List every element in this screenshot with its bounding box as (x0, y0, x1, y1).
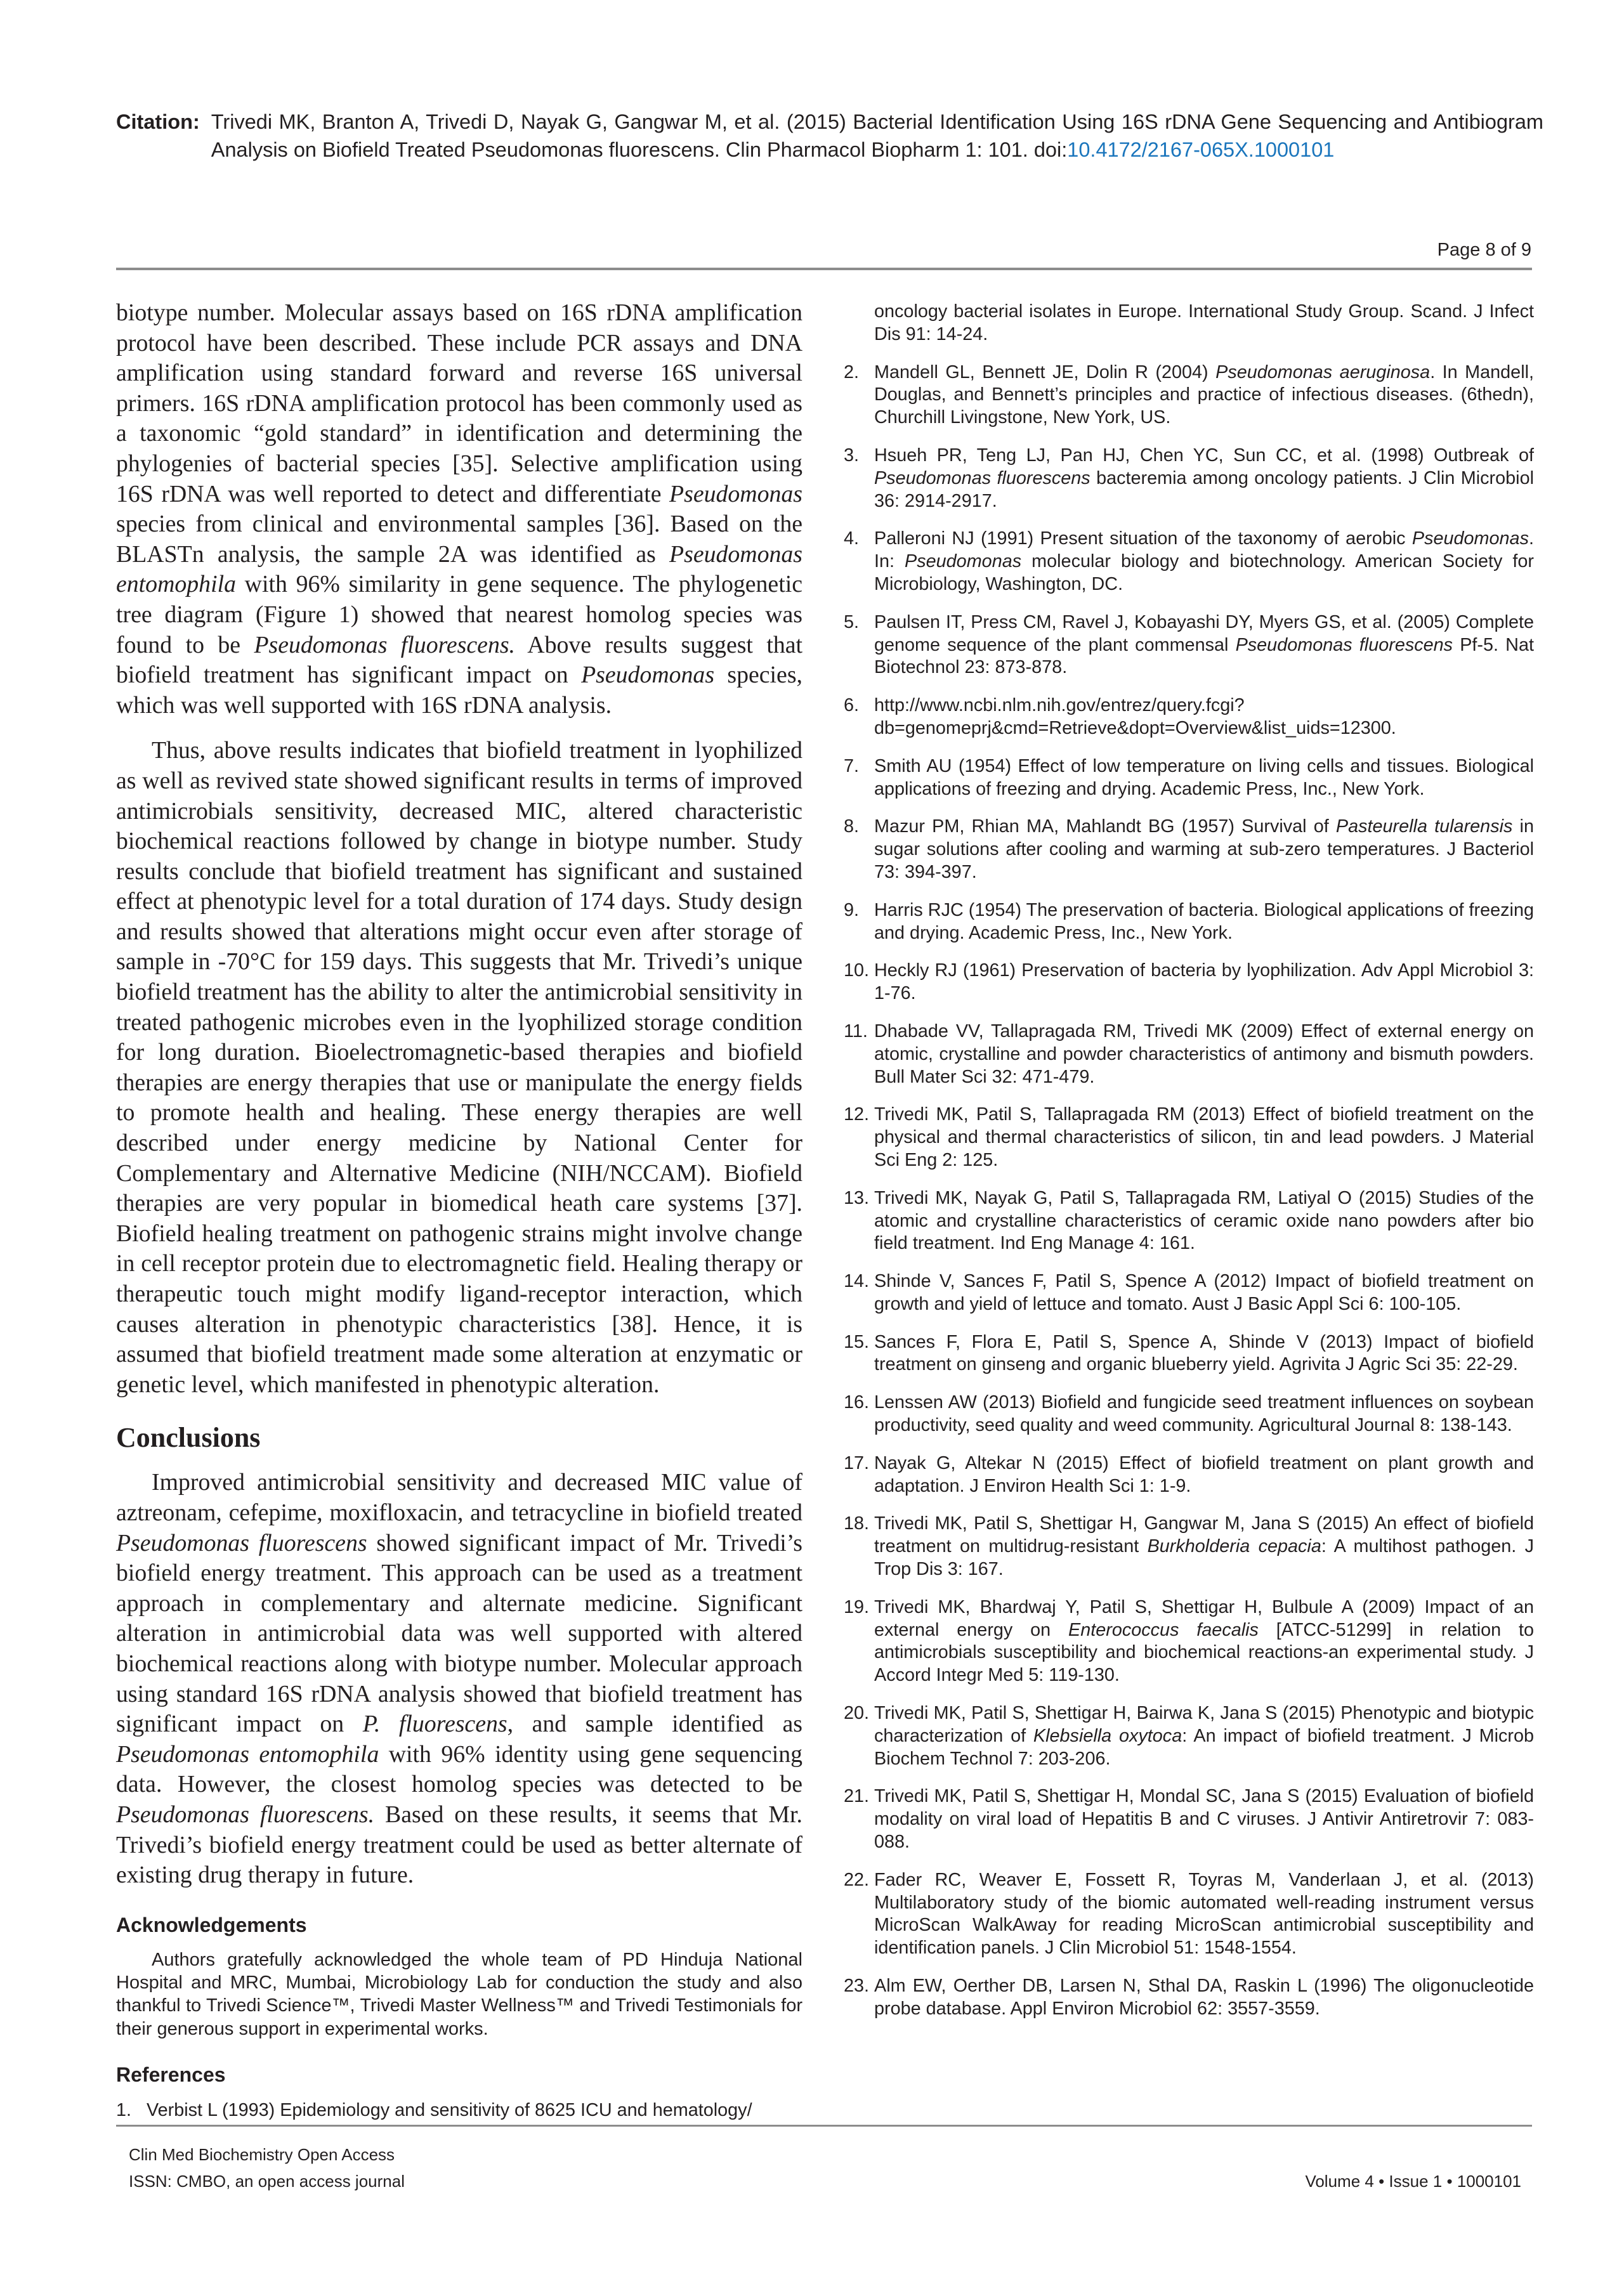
reference-number: 23. (844, 1976, 870, 1997)
reference-continuation: oncology bacterial isolates in Europe. International Study Group. Scand. J Infect Dis 91: 14-24. (874, 301, 1534, 344)
reference-list (844, 362, 1534, 2021)
reference-item (844, 960, 1534, 1005)
citation-body: Trivedi MK, Branton A, Trivedi D, Nayak G, Gangwar M, et al. (2015) Bacterial Identification Using 16S rDNA Gene Sequencing and Antibiogram Analysis on Biofield Treated Pseudomonas fluorescens. Clin Pharmacol Biopharm 1: 101. doi: (211, 110, 1543, 161)
reference-item (844, 899, 1534, 945)
reference-number: 1. (116, 2099, 132, 2120)
reference-text: Fader RC, Weaver E, Fossett R, Toyras M, Vanderlaan J, et al. (2013) Multilaboratory study of the biomic automated well-reading instrument versus MicroScan WalkAway for reading MicroScan antimicrobial susceptibility and identification panels. J Clin Microbiol 51: 1548-1554. (874, 1869, 1534, 1959)
footer-journal: Clin Med Biochemistry Open Access (129, 2145, 395, 2164)
right-column (844, 301, 1534, 2036)
reference-item (844, 816, 1534, 884)
reference-number: 14. (844, 1271, 870, 1292)
footer-volume: Volume 4 • Issue 1 • 1000101 (1305, 2172, 1521, 2191)
citation (116, 108, 1543, 164)
reference-text: Sances F, Flora E, Patil S, Spence A, Shinde V (2013) Impact of biofield treatment on ginseng and organic blueberry yield. Agrivita J Agric Sci 35: 22-29. (874, 1331, 1534, 1375)
citation-text (211, 108, 1543, 164)
reference-text: Verbist L (1993) Epidemiology and sensitivity of 8625 ICU and hematology/ (147, 2099, 752, 2120)
reference-number: 8. (844, 816, 860, 837)
body-paragraph-2: Thus, above results indicates that biofield treatment in lyophilized as well as revived state showed significant results in terms of improved antimicrobials sensitivity, decreased MIC, altered characteristic biochemical reactions followed by change in biotype number. Study results conclude that biofield treatment has significant and sustained effect at phenotypic level for a total duration of 174 days. Study design and results showed that alterations might occur even after storage of sample in -70°C for 159 days. This suggests that Mr. Trivedi’s unique biofield treatment has the ability to alter the antimicrobial sensitivity in treated pathogenic microbes even in the lyophilized storage condition for long duration. Bioelectromagnetic-based therapies and biofield therapies are energy therapies that use or manipulate the energy fields to promote health and healing. These energy therapies are well described under energy medicine by National Center for Complementary and Alternative Medicine (NIH/NCCAM). Biofield therapies are very popular in biomedical heath care systems [37]. Biofield healing treatment on pathogenic strains might involve change in cell receptor protein due to electromagnetic field. Healing therapy or therapeutic touch might modify ligand-receptor interaction, which causes alteration in phenotypic characteristics [38]. Hence, it is assumed that biofield treatment made some alteration at enzymatic or genetic level, which manifested in phenotypic alteration. (116, 737, 802, 1398)
reference-item (844, 1596, 1534, 1687)
doi-link[interactable]: 10.4172/2167-065X.1000101 (1067, 138, 1335, 161)
reference-number: 4. (844, 528, 860, 549)
reference-number: 3. (844, 445, 860, 466)
reference-item (116, 2099, 802, 2122)
reference-number: 11. (844, 1021, 868, 1041)
reference-text: http://www.ncbi.nlm.nih.gov/entrez/query.fcgi?db=genomeprj&cmd=Retrieve&dopt=Overview&list_uids=12300. (874, 695, 1396, 738)
body-paragraph-1: biotype number. Molecular assays based on 16S rDNA amplification protocol have been described. These include PCR assays and DNA amplification using standard forward and reverse 16S universal primers. 16S rDNA amplification protocol has been commonly used as a taxonomic “gold standard” in identification and determining the phylogenies of bacterial species [35]. Selective amplification using 16S rDNA was well reported to detect and differentiate Pseudomonas species from clinical and environmental samples [36]. Based on the BLASTn analysis, the sample 2A was identified as Pseudomonas entomophila with 96% similarity in gene sequence. The phylogenetic tree diagram (Figure 1) showed that nearest homolog species was found to be Pseudomonas fluorescens. Above results suggest that biofield treatment has significant impact on Pseudomonas species, which was well supported with 16S rDNA analysis. (116, 299, 802, 719)
reference-item (844, 755, 1534, 801)
references-heading: References (116, 2063, 226, 2086)
reference-item (844, 1513, 1534, 1581)
reference-item (844, 528, 1534, 596)
reference-item (844, 1021, 1534, 1088)
reference-number: 18. (844, 1513, 870, 1534)
reference-text: Alm EW, Oerther DB, Larsen N, Sthal DA, Raskin L (1996) The oligonucleotide probe database. Appl Environ Microbiol 62: 3557-3559. (874, 1976, 1534, 2019)
reference-text: Harris RJC (1954) The preservation of bacteria. Biological applications of freezing and drying. Academic Press, Inc., New York. (874, 899, 1534, 943)
citation-label: Citation: (116, 110, 200, 133)
footer-divider (116, 2125, 1532, 2127)
reference-item (844, 1392, 1534, 1437)
conclusions-paragraph: Improved antimicrobial sensitivity and decreased MIC value of aztreonam, cefepime, moxifloxacin, and tetracycline in biofield treated Pseudomonas fluorescens showed significant impact of Mr. Trivedi’s biofield energy treatment. This approach can be used as a treatment approach in complementary and alternate medicine. Significant alteration in antimicrobial data was well supported with altered biochemical reactions along with biotype number. Molecular approach using standard 16S rDNA analysis showed that biofield treatment has significant impact on P. fluorescens, and sample identified as Pseudomonas entomophila with 96% identity using gene sequencing data. However, the closest homolog species was detected to be Pseudomonas fluorescens. Based on these results, it seems that Mr. Trivedi’s biofield energy treatment could be used as better alternate of existing drug therapy in future. (116, 1469, 802, 1889)
reference-text: Shinde V, Sances F, Patil S, Spence A (2012) Impact of biofield treatment on growth and yield of lettuce and tomato. Aust J Basic Appl Sci 6: 100-105. (874, 1271, 1534, 1314)
conclusions-heading: Conclusions (116, 1422, 261, 1454)
reference-text: Hsueh PR, Teng LJ, Pan HJ, Chen YC, Sun CC, et al. (1998) Outbreak of Pseudomonas fluorescens bacteremia among oncology patients. J Clin Microbiol 36: 2914-2917. (874, 445, 1534, 511)
reference-text: Mandell GL, Bennett JE, Dolin R (2004) Pseudomonas aeruginosa. In Mandell, Douglas, and Bennett’s principles and practice of infectious diseases. (6thedn), Churchill Livingstone, New York, US. (874, 362, 1534, 428)
reference-number: 10. (844, 960, 870, 981)
reference-item (844, 1187, 1534, 1255)
reference-number: 22. (844, 1869, 870, 1890)
reference-number: 9. (844, 899, 860, 920)
reference-text: Mazur PM, Rhian MA, Mahlandt BG (1957) Survival of Pasteurella tularensis in sugar solutions after cooling and warming at sub-zero temperatures. J Bacteriol 73: 394-397. (874, 816, 1534, 882)
reference-text: Trivedi MK, Bhardwaj Y, Patil S, Shettigar H, Bulbule A (2009) Impact of an external energy on Enterococcus faecalis [ATCC-51299] in relation to antimicrobials susceptibility and biochemical reactions-an experimental study. J Accord Integr Med 5: 119-130. (874, 1596, 1535, 1686)
reference-text: Trivedi MK, Nayak G, Patil S, Tallapragada RM, Latiyal O (2015) Studies of the atomic and crystalline characteristics of ceramic oxide nano powders after bio field treatment. Ind Eng Manage 4: 161. (874, 1187, 1534, 1254)
reference-text: Trivedi MK, Patil S, Shettigar H, Gangwar M, Jana S (2015) An effect of biofield treatment on multidrug-resistant Burkholderia cepacia: A multihost pathogen. J Trop Dis 3: 167. (874, 1513, 1534, 1580)
left-column (116, 298, 802, 2122)
reference-item (844, 1452, 1534, 1498)
reference-item (844, 611, 1534, 679)
reference-number: 17. (844, 1452, 870, 1473)
reference-number: 16. (844, 1392, 870, 1413)
reference-item (844, 1270, 1534, 1316)
reference-text: Trivedi MK, Patil S, Tallapragada RM (2013) Effect of biofield treatment on the physical and thermal characteristics of silicon, tin and lead powders. J Material Sci Eng 2: 125. (874, 1104, 1534, 1170)
reference-item (844, 1869, 1534, 1960)
reference-text: Trivedi MK, Patil S, Shettigar H, Mondal SC, Jana S (2015) Evaluation of biofield modality on viral load of Hepatitis B and C viruses. J Antivir Antiretrovir 7: 083-088. (874, 1786, 1534, 1853)
reference-text: Paulsen IT, Press CM, Ravel J, Kobayashi DY, Myers GS, et al. (2005) Complete genome sequence of the plant commensal Pseudomonas fluorescens Pf-5. Nat Biotechnol 23: 873-878. (874, 611, 1534, 678)
reference-number: 5. (844, 611, 860, 632)
reference-text: Nayak G, Altekar N (2015) Effect of biofield treatment on plant growth and adaptation. J Environ Health Sci 1: 1-9. (874, 1452, 1534, 1496)
header-divider (116, 268, 1532, 270)
reference-item (844, 695, 1534, 740)
reference-number: 20. (844, 1703, 870, 1724)
reference-text: Lenssen AW (2013) Biofield and fungicide seed treatment influences on soybean productivity, seed quality and weed community. Agricultural Journal 8: 138-143. (874, 1392, 1534, 1436)
reference-item (844, 1104, 1534, 1171)
reference-item (844, 1975, 1534, 2021)
reference-number: 13. (844, 1187, 870, 1208)
reference-item (844, 362, 1534, 429)
reference-number: 15. (844, 1331, 870, 1352)
reference-text: Dhabade VV, Tallapragada RM, Trivedi MK (2009) Effect of external energy on atomic, crystalline and powder characteristics of antimony and bismuth powders. Bull Mater Sci 32: 471-479. (874, 1021, 1534, 1087)
reference-text: Trivedi MK, Patil S, Shettigar H, Bairwa K, Jana S (2015) Phenotypic and biotypic characterization of Klebsiella oxytoca: An impact of biofield treatment. J Microb Biochem Technol 7: 203-206. (874, 1703, 1534, 1769)
reference-item (844, 1785, 1534, 1853)
reference-item (844, 1702, 1534, 1770)
reference-text: Heckly RJ (1961) Preservation of bacteria by lyophilization. Adv Appl Microbiol 3: 1-76. (874, 960, 1534, 1004)
reference-item (844, 1331, 1534, 1377)
acknowledgements-text: Authors gratefully acknowledged the whole team of PD Hinduja National Hospital and MRC, Mumbai, Microbiology Lab for conduction the study and also thankful to Trivedi Science™, Trivedi Master Wellness™ and Trivedi Testimonials for their generous support in experimental works. (116, 1949, 802, 2039)
reference-number: 6. (844, 695, 860, 716)
reference-item (844, 445, 1534, 512)
reference-number: 19. (844, 1596, 870, 1617)
footer-issn: ISSN: CMBO, an open access journal (129, 2172, 405, 2191)
page-number: Page 8 of 9 (1437, 240, 1531, 260)
reference-text: Palleroni NJ (1991) Present situation of the taxonomy of aerobic Pseudomonas. In: Pseudomonas molecular biology and biotechnology. American Society for Microbiology, Washington, DC. (874, 528, 1534, 594)
reference-number: 12. (844, 1104, 870, 1125)
acknowledgements-heading: Acknowledgements (116, 1913, 307, 1936)
reference-number: 7. (844, 755, 860, 776)
reference-text: Smith AU (1954) Effect of low temperature on living cells and tissues. Biological applications of freezing and drying. Academic Press, Inc., New York. (874, 755, 1534, 799)
reference-number: 2. (844, 362, 860, 382)
reference-number: 21. (844, 1786, 870, 1807)
